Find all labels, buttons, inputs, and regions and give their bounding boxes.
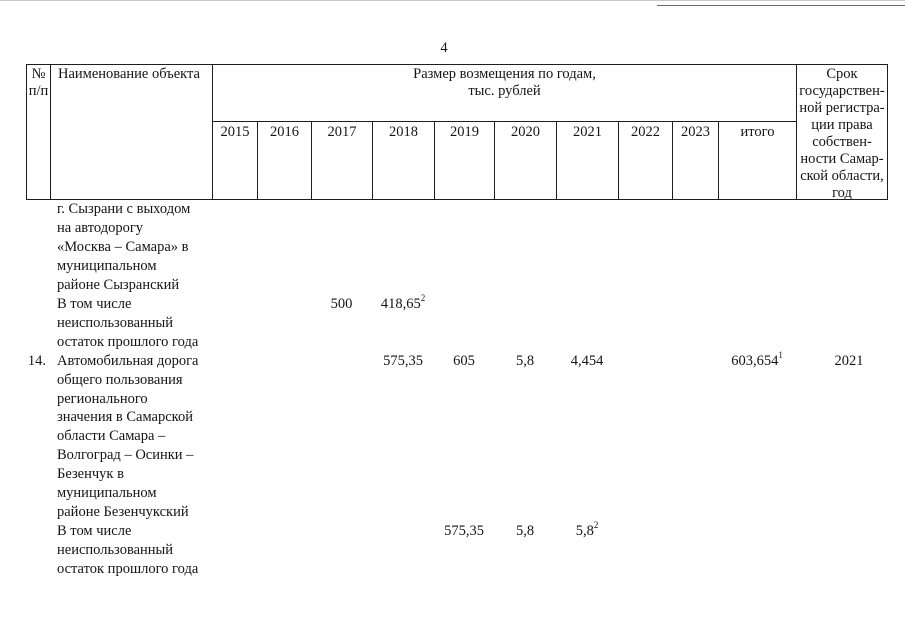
amount-value: 603,654 xyxy=(731,352,779,369)
object-name-line: общего пользования xyxy=(57,371,183,388)
amount-cell xyxy=(434,352,494,371)
table-line xyxy=(0,484,905,503)
amount-footnote-mark: 2 xyxy=(420,292,426,303)
table-line xyxy=(0,349,905,371)
page-number: 4 xyxy=(440,40,448,56)
table-line xyxy=(0,219,905,238)
object-name-line: муниципальном xyxy=(57,257,157,274)
amount-value: 5,8 xyxy=(515,523,535,540)
header-term-line: собствен- xyxy=(812,134,872,150)
header-term-line: ской области, xyxy=(800,168,884,184)
header-year-label: 2015 xyxy=(220,124,250,140)
object-name-line: г. Сызрани с выходом xyxy=(57,201,191,217)
amount-cell xyxy=(372,352,434,371)
amount-cell xyxy=(372,292,434,314)
object-name-line: Автомобильная дорога xyxy=(57,352,199,369)
amount-cell xyxy=(494,522,556,541)
amount-value: 4,454 xyxy=(570,352,604,369)
amount-cell xyxy=(434,522,494,541)
header-amount-unit: тыс. рублей xyxy=(468,83,541,99)
object-name-line: Безенчук в xyxy=(57,466,124,483)
amount-cell xyxy=(311,295,372,314)
amount-value: 418,65 xyxy=(380,295,421,312)
object-name-line: области Самара – xyxy=(57,428,166,445)
amount-cell xyxy=(718,349,796,371)
table-line xyxy=(0,292,905,314)
header-year-label: 2018 xyxy=(389,124,418,140)
object-name-line: остаток прошлого года xyxy=(57,561,199,578)
object-name-line: Волгоград – Осинки – xyxy=(57,447,194,464)
object-name-line: регионального xyxy=(57,390,148,407)
header-term-line: год xyxy=(832,185,852,201)
header-year-label: 2016 xyxy=(270,124,299,140)
table-line xyxy=(0,465,905,484)
header-number-sign: № xyxy=(31,66,46,82)
header-term-line: ной регистра- xyxy=(799,100,885,116)
amount-footnote-mark: 2 xyxy=(593,520,599,531)
header-year-label: 2019 xyxy=(450,124,479,140)
object-name-line: «Москва – Самара» в xyxy=(57,238,189,255)
amount-cell xyxy=(556,352,618,371)
table-line xyxy=(0,333,905,352)
header-term-line: государствен- xyxy=(799,83,885,99)
amount-cell xyxy=(556,522,618,541)
amount-value: 575,35 xyxy=(383,352,423,369)
object-name-line: остаток прошлого года xyxy=(57,333,199,350)
row-number: 14. xyxy=(27,352,46,369)
header-term-line: ции права xyxy=(811,117,873,133)
table-line xyxy=(0,371,905,390)
header-number-abbr: п/п xyxy=(28,83,49,99)
object-name-line: В том числе xyxy=(57,295,132,312)
object-name-line: районе Безенчукский xyxy=(57,504,189,521)
table-line xyxy=(0,408,905,427)
table-line xyxy=(0,427,905,446)
header-year-label: 2021 xyxy=(573,124,602,140)
amount-value: 5,8 xyxy=(575,523,594,540)
header-term-line: ности Самар- xyxy=(800,151,884,167)
header-total-label: итого xyxy=(740,124,775,140)
table-line xyxy=(0,276,905,295)
header-year-label: 2022 xyxy=(631,124,660,140)
header-amount-title: Размер возмещения по годам, xyxy=(413,66,596,82)
table-line xyxy=(0,503,905,522)
table-line xyxy=(0,560,905,579)
amount-value: 605 xyxy=(453,352,475,369)
object-name-line: неиспользованный xyxy=(57,542,174,559)
header-name-label: Наименование объекта xyxy=(58,66,200,82)
amount-footnote-mark: 1 xyxy=(778,349,783,360)
object-name-line: районе Сызранский xyxy=(57,276,180,293)
table-line xyxy=(0,541,905,560)
amount-value: 575,35 xyxy=(444,523,484,540)
table-line xyxy=(0,238,905,257)
registration-year: 2021 xyxy=(834,352,864,369)
object-name-line: значения в Самарской xyxy=(57,409,193,426)
table-line xyxy=(0,390,905,409)
header-year-label: 2017 xyxy=(327,124,357,140)
amount-cell xyxy=(494,352,556,371)
table-line xyxy=(0,200,905,219)
header-term-line: Срок xyxy=(826,66,858,82)
table-line xyxy=(0,446,905,465)
amount-value: 5,8 xyxy=(515,352,535,369)
table-line xyxy=(0,314,905,333)
object-name-line: муниципальном xyxy=(57,485,157,502)
header-year-label: 2023 xyxy=(681,124,710,140)
header-year-label: 2020 xyxy=(511,124,540,140)
table-line xyxy=(0,522,905,541)
object-name-line: на автодорогу xyxy=(57,219,144,236)
object-name-line: В том числе xyxy=(57,523,132,540)
amount-value: 500 xyxy=(330,295,353,312)
object-name-line: неиспользованный xyxy=(57,314,174,331)
table-line xyxy=(0,257,905,276)
